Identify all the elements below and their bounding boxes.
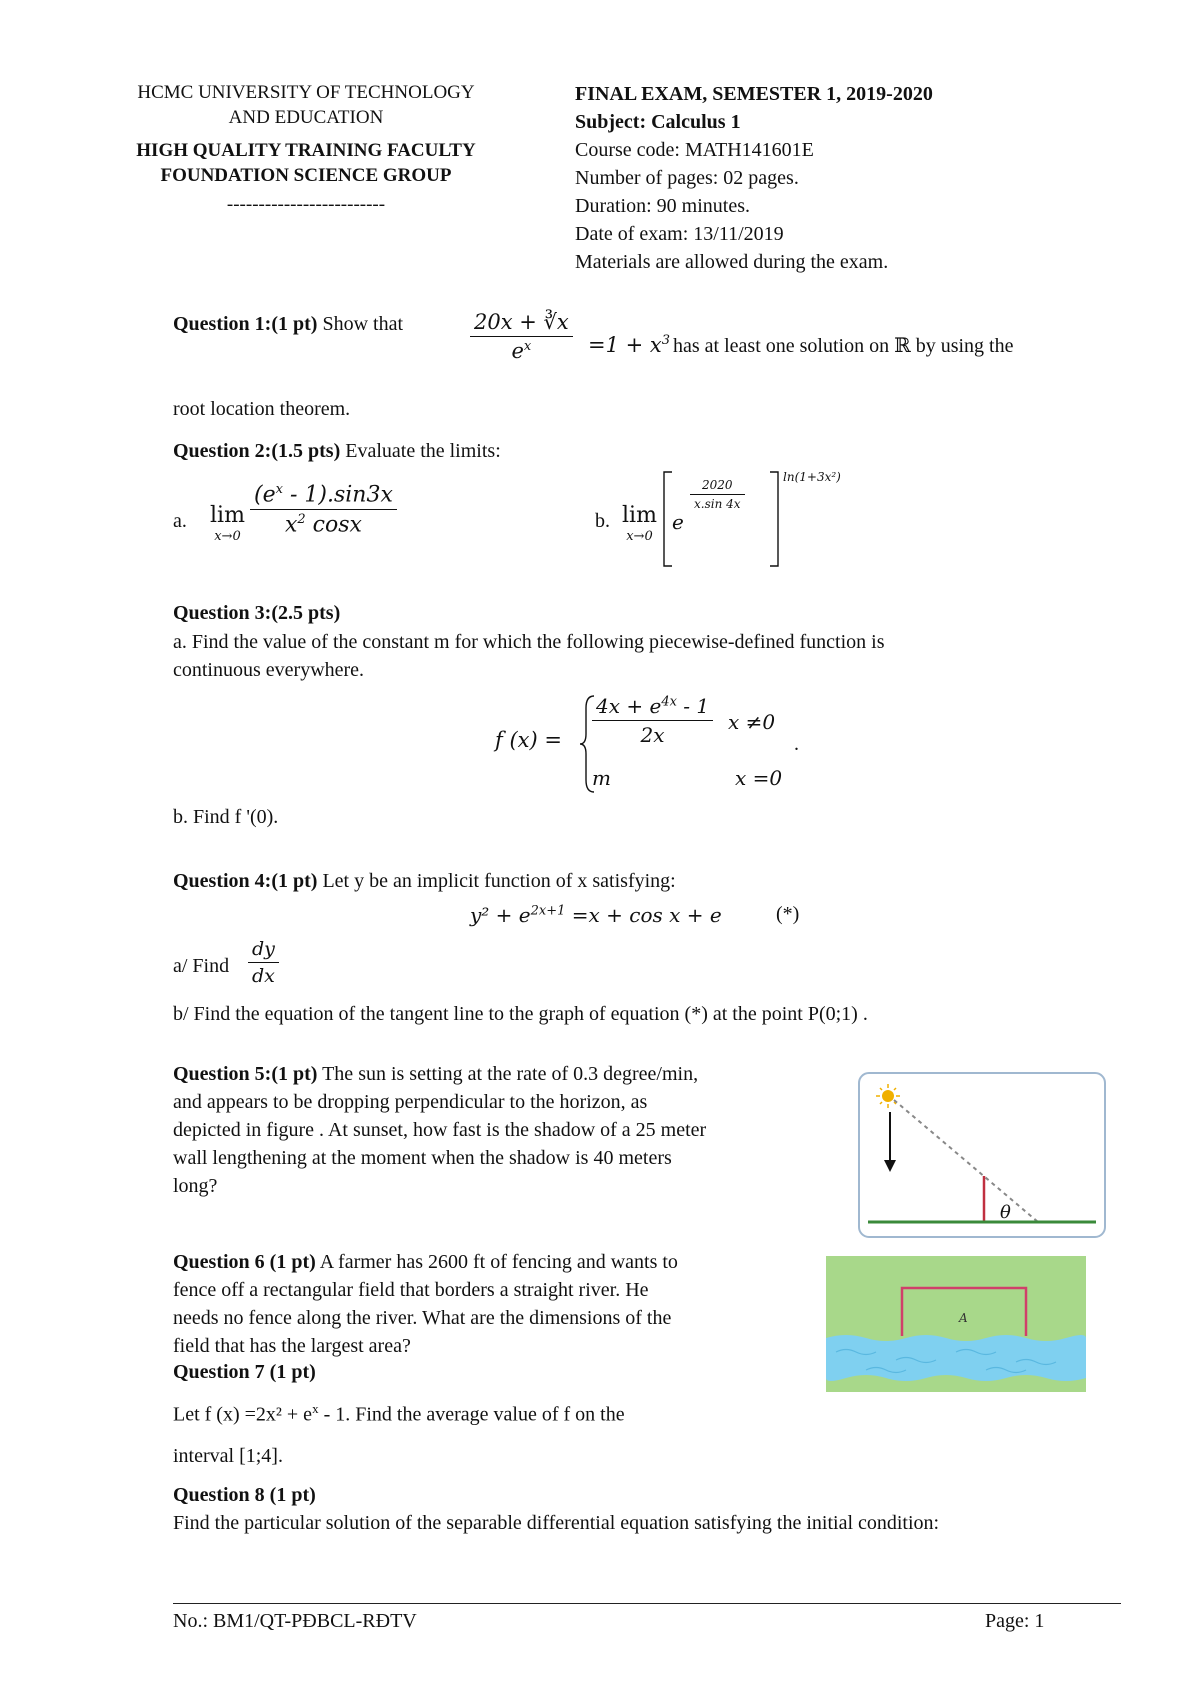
question-6-line4: field that has the largest area? xyxy=(173,1335,411,1357)
question-3-text-b: continuous everywhere. xyxy=(173,659,365,681)
question-3-fx: f (x) = xyxy=(495,728,562,752)
question-2a-den-base: x xyxy=(284,512,298,538)
question-4a-label: a/ Find xyxy=(173,955,230,977)
question-4-eq-lhs: y² + e xyxy=(470,903,531,927)
question-6-line3: needs no fence along the river. What are the dimensions of the xyxy=(173,1307,672,1329)
page-count: Number of pages: 02 pages. xyxy=(575,167,799,189)
question-1-rhs xyxy=(588,333,670,357)
question-8-line1: Find the particular solution of the separable differential equation satisfying the initial condition: xyxy=(173,1512,940,1534)
angle-theta-label: θ xyxy=(1000,1202,1011,1223)
question-1-denominator-exponent: x xyxy=(523,339,532,354)
exam-title: FINAL EXAM, SEMESTER 1, 2019-2020 xyxy=(575,83,933,105)
question-2b-limit xyxy=(622,504,657,546)
question-2-title: Question 2:(1.5 pts) xyxy=(173,440,341,462)
question-2b-outer-exponent: ln(1+3x²) xyxy=(783,470,841,484)
question-3-case1-num: 4x + e xyxy=(596,694,662,718)
footer-page-number: Page: 1 xyxy=(985,1610,1045,1632)
question-2-text: Evaluate the limits: xyxy=(345,440,501,462)
question-2b-lim-word: lim xyxy=(622,503,657,528)
question-2a-den-rest: cosx xyxy=(305,512,362,538)
question-5-title: Question 5:(1 pt) xyxy=(173,1063,318,1085)
question-1-rhs-text: =1 + x xyxy=(588,333,662,357)
question-3-title: Question 3:(2.5 pts) xyxy=(173,602,341,624)
question-6-line1: A farmer has 2600 ft of fencing and wants to xyxy=(319,1251,678,1273)
question-5-line5: long? xyxy=(173,1175,218,1197)
question-7-line2: interval [1;4]. xyxy=(173,1445,283,1467)
question-1-numerator: 20x + ∛x xyxy=(470,310,573,337)
question-2a-num-exponent: x xyxy=(275,482,283,497)
exam-info xyxy=(575,80,933,276)
question-7-function: Let f (x) =2x² + e xyxy=(173,1403,313,1426)
question-7-exponent: x xyxy=(312,1401,319,1416)
question-2b-label: b. xyxy=(595,510,610,532)
question-4-eq-rhs: =x + cos x + e xyxy=(565,903,722,927)
question-1-text-c: root location theorem. xyxy=(173,398,351,420)
question-2a-lim-sub: x→0 xyxy=(214,529,241,544)
question-5-line2: and appears to be dropping perpendicular to the horizon, as xyxy=(173,1091,648,1113)
question-3-case1-fraction xyxy=(592,694,713,747)
footer-rule xyxy=(173,1603,1121,1604)
university-header xyxy=(120,80,492,217)
question-2b-base: e xyxy=(672,510,684,534)
question-2a-num-open: (e xyxy=(254,482,276,508)
question-1-fraction xyxy=(470,310,573,363)
question-2a-den-exponent: 2 xyxy=(297,512,306,528)
question-4-eq-exponent: 2x+1 xyxy=(530,903,566,919)
river-field-figure xyxy=(826,1256,1086,1392)
university-name-line2: AND EDUCATION xyxy=(228,107,384,128)
sunset-shadow-figure xyxy=(858,1072,1106,1238)
question-3-case2-value: m xyxy=(592,766,611,790)
question-1-text-b: has at least one solution on ℝ by using the xyxy=(673,335,1014,357)
field-area-label: A xyxy=(959,1311,968,1325)
question-6-text xyxy=(173,1248,678,1360)
materials-note: Materials are allowed during the exam. xyxy=(575,251,889,273)
question-4b-text: b/ Find the equation of the tangent line to the graph of equation (*) at the point P(0;1) . xyxy=(173,1003,868,1025)
question-5-line1: The sun is setting at the rate of 0.3 degree/min, xyxy=(322,1063,699,1085)
river-shape xyxy=(826,1335,1086,1381)
question-4-equation-tag: (*) xyxy=(776,903,800,925)
question-2a-num-rest: - 1).sin3x xyxy=(282,482,393,508)
faculty-name: HIGH QUALITY TRAINING FACULTY xyxy=(136,140,476,161)
question-2a-lim-word: lim xyxy=(210,503,245,528)
question-3-period: . xyxy=(794,733,799,755)
header-dashes: ------------------------- xyxy=(226,194,386,215)
question-4a-derivative xyxy=(248,938,279,987)
question-7-line1 xyxy=(173,1401,625,1427)
exam-duration: Duration: 90 minutes. xyxy=(575,195,750,217)
question-7-title: Question 7 (1 pt) xyxy=(173,1361,316,1383)
question-6-line2: fence off a rectangular field that borders a straight river. He xyxy=(173,1279,649,1301)
question-3-case1-den: 2x xyxy=(640,723,665,747)
question-4-equation xyxy=(470,903,722,927)
course-code: Course code: MATH141601E xyxy=(575,139,814,161)
question-3-part-b: b. Find f '(0). xyxy=(173,806,279,828)
exam-subject: Subject: Calculus 1 xyxy=(575,111,741,133)
question-2a-label: a. xyxy=(173,510,187,532)
question-3-case1-condition: x ≠0 xyxy=(728,710,776,734)
question-4-text: Let y be an implicit function of x satisfying: xyxy=(322,870,676,892)
footer-document-number: No.: BM1/QT-PĐBCL-RĐTV xyxy=(173,1610,417,1632)
question-5-line3: depicted in figure . At sunset, how fast is the shadow of a 25 meter xyxy=(173,1119,707,1141)
question-2b-exponent xyxy=(690,478,745,511)
question-5-line4: wall lengthening at the moment when the shadow is 40 meters xyxy=(173,1147,672,1169)
question-2b-lim-sub: x→0 xyxy=(626,529,653,544)
exam-date: Date of exam: 13/11/2019 xyxy=(575,223,784,245)
question-4a-dy: dy xyxy=(248,938,279,963)
university-name-line1: HCMC UNIVERSITY OF TECHNOLOGY xyxy=(137,82,475,103)
question-4a-dx: dx xyxy=(252,965,275,987)
question-1-line1 xyxy=(173,313,403,336)
question-7-line1-rest: - 1. Find the average value of f on the xyxy=(318,1403,625,1426)
question-1-rhs-exponent: 3 xyxy=(661,333,671,348)
question-4-title: Question 4:(1 pt) xyxy=(173,870,318,892)
group-name: FOUNDATION SCIENCE GROUP xyxy=(160,165,452,186)
question-3-case2-condition: x =0 xyxy=(735,766,783,790)
question-5-text xyxy=(173,1060,706,1200)
question-4-line1 xyxy=(173,870,676,893)
question-2b-exp-den: x.sin 4x xyxy=(694,497,741,511)
question-3-text-a: a. Find the value of the constant m for which the following piecewise-defined function is xyxy=(173,631,885,653)
question-1-text: Show that xyxy=(322,313,404,335)
question-2a-fraction xyxy=(250,482,397,538)
question-2b-exp-num: 2020 xyxy=(690,478,745,495)
question-1-denominator: e xyxy=(511,339,524,363)
question-2-line1 xyxy=(173,440,501,463)
question-2a-limit xyxy=(210,504,245,546)
question-6-title: Question 6 (1 pt) xyxy=(173,1251,316,1273)
question-8-title: Question 8 (1 pt) xyxy=(173,1484,316,1506)
question-1-title: Question 1:(1 pt) xyxy=(173,313,318,335)
question-3-case1-num-exponent: 4x xyxy=(661,694,677,710)
question-3-case1-num-rest: - 1 xyxy=(676,694,710,718)
